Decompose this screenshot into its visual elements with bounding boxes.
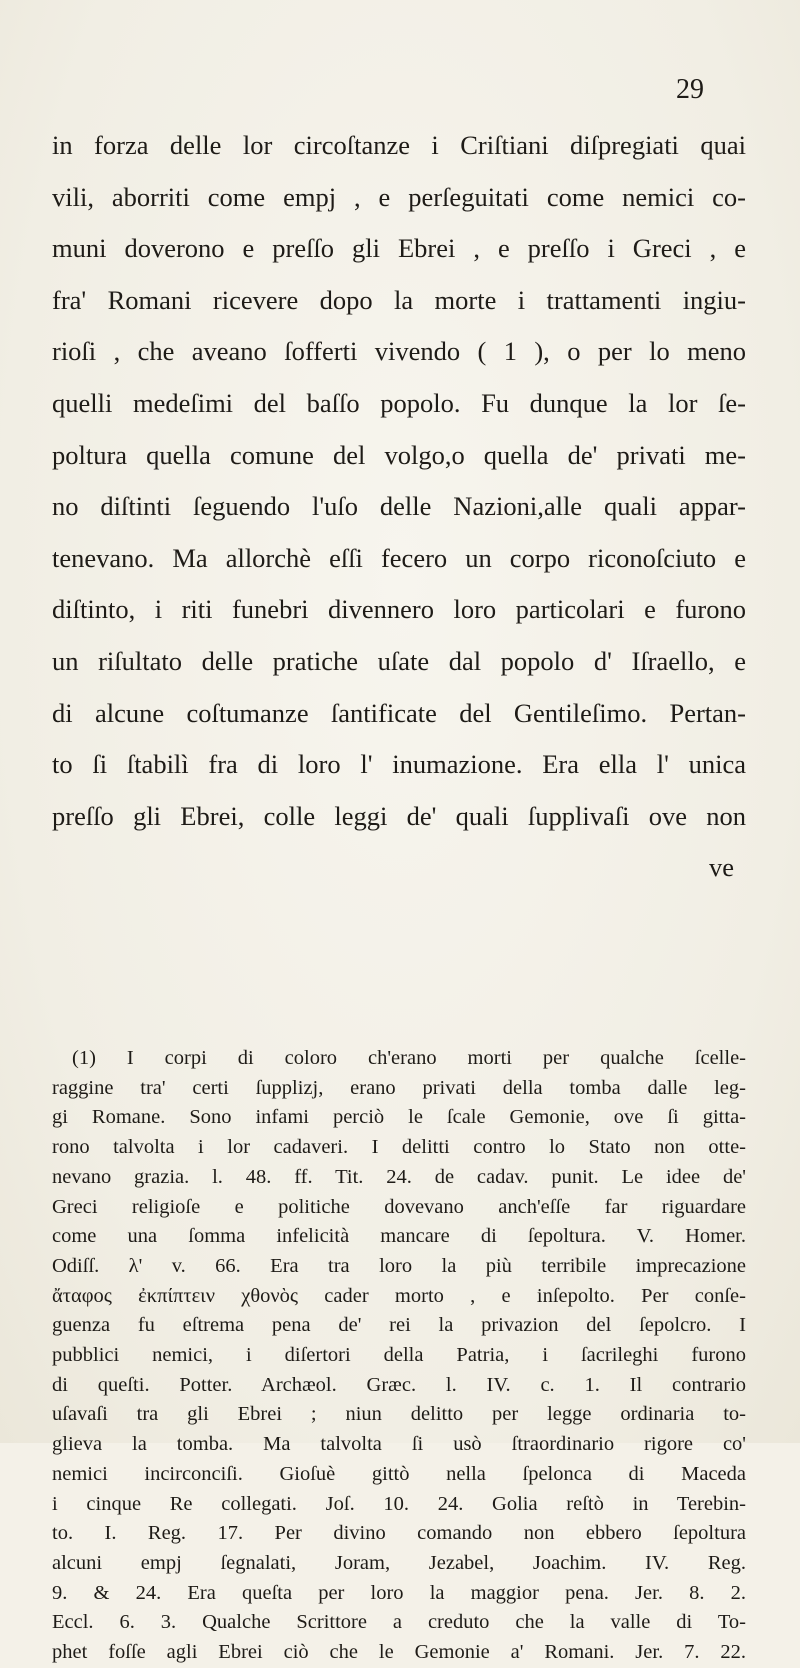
footnote-line: Greci religioſe e politiche dovevano anch'eſſe far riguardare (52, 1195, 746, 1218)
footnote-line: phet foſſe agli Ebrei ciò che le Gemonie a' Romani. Jer. 7. 22. (52, 1641, 746, 1664)
footnote-line: alcuni empj ſegnalati, Joram, Jezabel, Joachim. IV. Reg. (52, 1551, 746, 1574)
text-line: di alcune coſtumanze ſantificate del Gentileſimo. Pertan- (52, 697, 746, 728)
text-line: fra' Romani ricevere dopo la morte i trattamenti ingiu- (52, 284, 746, 315)
text-line: diſtinto, i riti funebri divennero loro particolari e furono (52, 594, 746, 625)
text-line: to ſi ſtabilì fra di loro l' inumazione. Era ella l' unica (52, 749, 746, 780)
footnote-line: come una ſomma infelicità mancare di ſepoltura. V. Homer. (52, 1225, 746, 1248)
footnote-line: ἄταφος ἐκπίπτειν χθονὸς cader morto , e inſepolto. Per conſe- (52, 1284, 746, 1307)
footnote-line: Eccl. 6. 3. Qualche Scrittore a creduto che la valle di To- (52, 1611, 746, 1634)
footnote-line: guenza fu eſtrema pena de' rei la privazion del ſepolcro. I (52, 1314, 746, 1337)
footnote-line: Odiſſ. λ' v. 66. Era tra loro la più terribile imprecazione (52, 1254, 746, 1277)
footnote-line: 9. & 24. Era queſta per loro la maggior pena. Jer. 8. 2. (52, 1581, 746, 1604)
footnote-line: to. I. Reg. 17. Per divino comando non ebbero ſepoltura (52, 1522, 746, 1545)
footnote-line: pubblici nemici, i diſertori della Patria, i ſacrileghi furono (52, 1344, 746, 1367)
text-line: tenevano. Ma allorchè eſſi fecero un corpo riconoſciuto e (52, 542, 746, 573)
footnote-line: (1) I corpi di coloro ch'erano morti per qualche ſcelle- (72, 1047, 746, 1069)
catchword: ve (708, 852, 734, 883)
footnote (52, 1044, 746, 1668)
footnote-line: raggine tra' certi ſupplizj, erano privati della tomba dalle leg- (52, 1076, 746, 1099)
text-line: un riſultato delle pratiche uſate dal popolo d' Iſraello, e (52, 645, 746, 676)
text-line: in forza delle lor circoſtanze i Criſtiani diſpregiati quai (52, 130, 746, 160)
page-number: 29 (676, 74, 704, 105)
footnote-line: i cinque Re collegati. Joſ. 10. 24. Golia reſtò in Terebin- (52, 1492, 746, 1515)
text-line: quelli medeſimi del baſſo popolo. Fu dunque la lor ſe- (52, 387, 746, 418)
text-line: no diſtinti ſeguendo l'uſo delle Nazioni,alle quali appar- (52, 491, 746, 522)
main-text (52, 120, 746, 894)
text-line: preſſo gli Ebrei, colle leggi de' quali ſupplivaſi ove non (52, 800, 746, 831)
text-line: rioſi , che aveano ſofferti vivendo ( 1 ), o per lo meno (52, 336, 746, 367)
footnote-line: gi Romane. Sono infami perciò le ſcale Gemonie, ove ſi gitta- (52, 1106, 746, 1129)
footnote-line: nemici incirconciſi. Gioſuè gittò nella ſpelonca di Maceda (52, 1462, 746, 1485)
footnote-line: rono talvolta i lor cadaveri. I delitti contro lo Stato non otte- (52, 1136, 746, 1159)
text-line: muni doverono e preſſo gli Ebrei , e preſſo i Greci , e (52, 233, 746, 264)
footnote-line: uſavaſi tra gli Ebrei ; niun delitto per legge ordinaria to- (52, 1403, 746, 1426)
footnote-line: glieva la tomba. Ma talvolta ſi usò ſtraordinario rigore co' (52, 1433, 746, 1456)
footnote-line: di queſti. Potter. Archæol. Græc. l. IV. c. 1. Il contrario (52, 1373, 746, 1396)
footnote-line: nevano grazia. l. 48. ff. Tit. 24. de cadav. punit. Le idee de' (52, 1165, 746, 1188)
text-line: vili, aborriti come empj , e perſeguitati come nemici co- (52, 181, 746, 212)
text-line: poltura quella comune del volgo,o quella de' privati me- (52, 439, 746, 470)
